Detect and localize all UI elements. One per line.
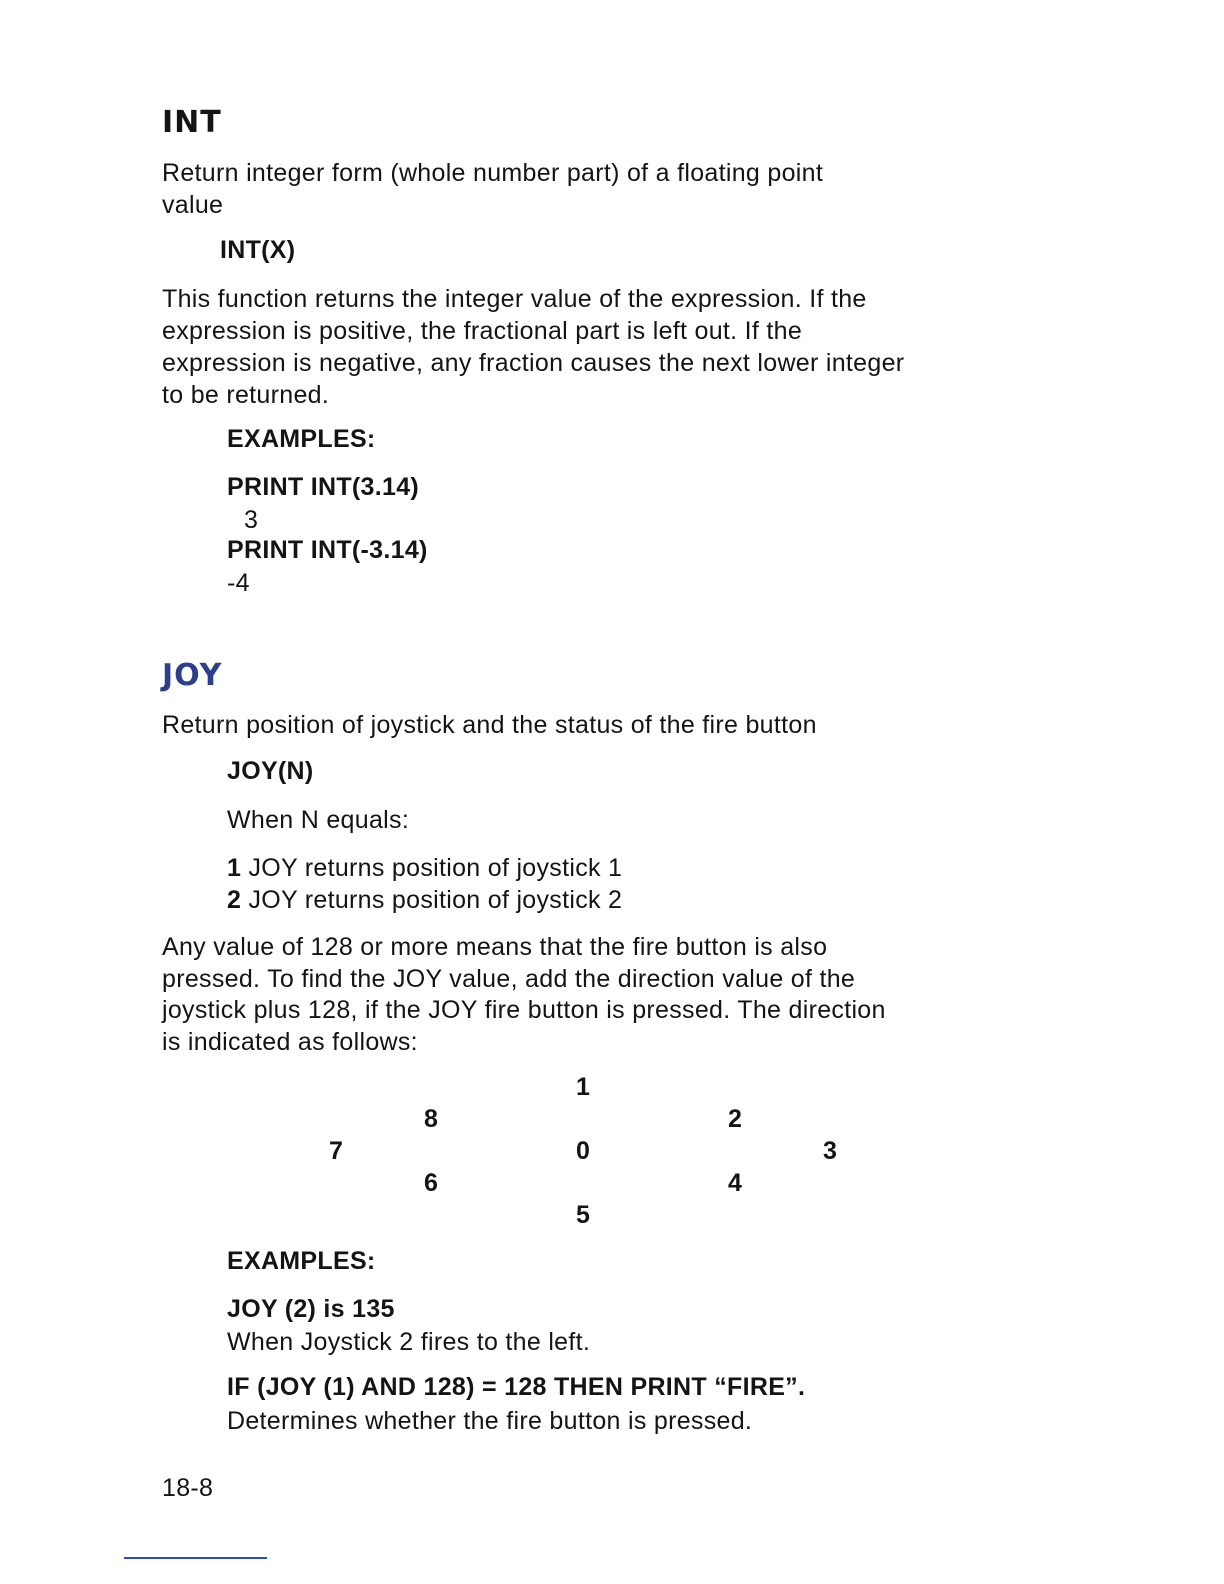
footer-rule	[124, 1557, 267, 1559]
int-heading: INT	[162, 105, 222, 140]
joy-example-1-code: JOY (2) is 135	[227, 1295, 395, 1323]
joy-option-2-text: JOY returns position of joystick 2	[248, 886, 623, 914]
joy-heading: JOY	[162, 658, 223, 693]
joy-example-2-note: Determines whether the fire button is pressed.	[227, 1407, 753, 1435]
int-example-2-result: -4	[227, 569, 250, 597]
joy-option-1-text: JOY returns position of joystick 1	[248, 854, 623, 882]
int-paragraph-line-3: expression is negative, any fraction causes the next lower integer	[162, 349, 905, 377]
direction-up-left: 8	[424, 1105, 438, 1133]
direction-down-right: 4	[728, 1169, 742, 1197]
direction-center: 0	[576, 1137, 590, 1165]
int-syntax: INT(X)	[220, 236, 296, 264]
int-description-line-1: Return integer form (whole number part) of a floating point	[162, 159, 824, 187]
direction-down-left: 6	[424, 1169, 438, 1197]
int-description-line-2: value	[162, 191, 224, 219]
joy-option-2-number: 2	[227, 886, 242, 914]
int-example-2-code: PRINT INT(-3.14)	[227, 536, 428, 564]
direction-up: 1	[576, 1073, 590, 1101]
joy-paragraph-line-4: is indicated as follows:	[162, 1028, 418, 1056]
joy-paragraph-line-1: Any value of 128 or more means that the fire button is also	[162, 933, 828, 961]
joy-syntax: JOY(N)	[227, 757, 314, 785]
joy-option-1-number: 1	[227, 854, 242, 882]
joy-paragraph-line-2: pressed. To find the JOY value, add the direction value of the	[162, 965, 856, 993]
direction-left: 7	[329, 1137, 343, 1165]
int-paragraph-line-2: expression is positive, the fractional part is left out. If the	[162, 317, 803, 345]
joy-option-1	[227, 852, 622, 884]
int-paragraph-line-4: to be returned.	[162, 381, 330, 409]
direction-down: 5	[576, 1201, 590, 1229]
joy-example-2-code: IF (JOY (1) AND 128) = 128 THEN PRINT “FIRE”.	[227, 1373, 806, 1401]
joy-option-2	[227, 884, 622, 916]
int-example-1-result: 3	[244, 506, 259, 534]
direction-right: 3	[823, 1137, 837, 1165]
joy-examples-label: EXAMPLES:	[227, 1247, 376, 1275]
int-examples-label: EXAMPLES:	[227, 425, 376, 453]
joy-paragraph-line-3: joystick plus 128, if the JOY fire button is pressed. The direction	[162, 996, 886, 1024]
joy-example-1-note: When Joystick 2 fires to the left.	[227, 1328, 591, 1356]
joy-description: Return position of joystick and the status of the fire button	[162, 711, 817, 739]
page-number: 18-8	[162, 1474, 214, 1502]
joy-when-label: When N equals:	[227, 806, 410, 834]
int-example-1-code: PRINT INT(3.14)	[227, 473, 420, 501]
int-paragraph-line-1: This function returns the integer value of the expression. If the	[162, 285, 867, 313]
direction-up-right: 2	[728, 1105, 742, 1133]
